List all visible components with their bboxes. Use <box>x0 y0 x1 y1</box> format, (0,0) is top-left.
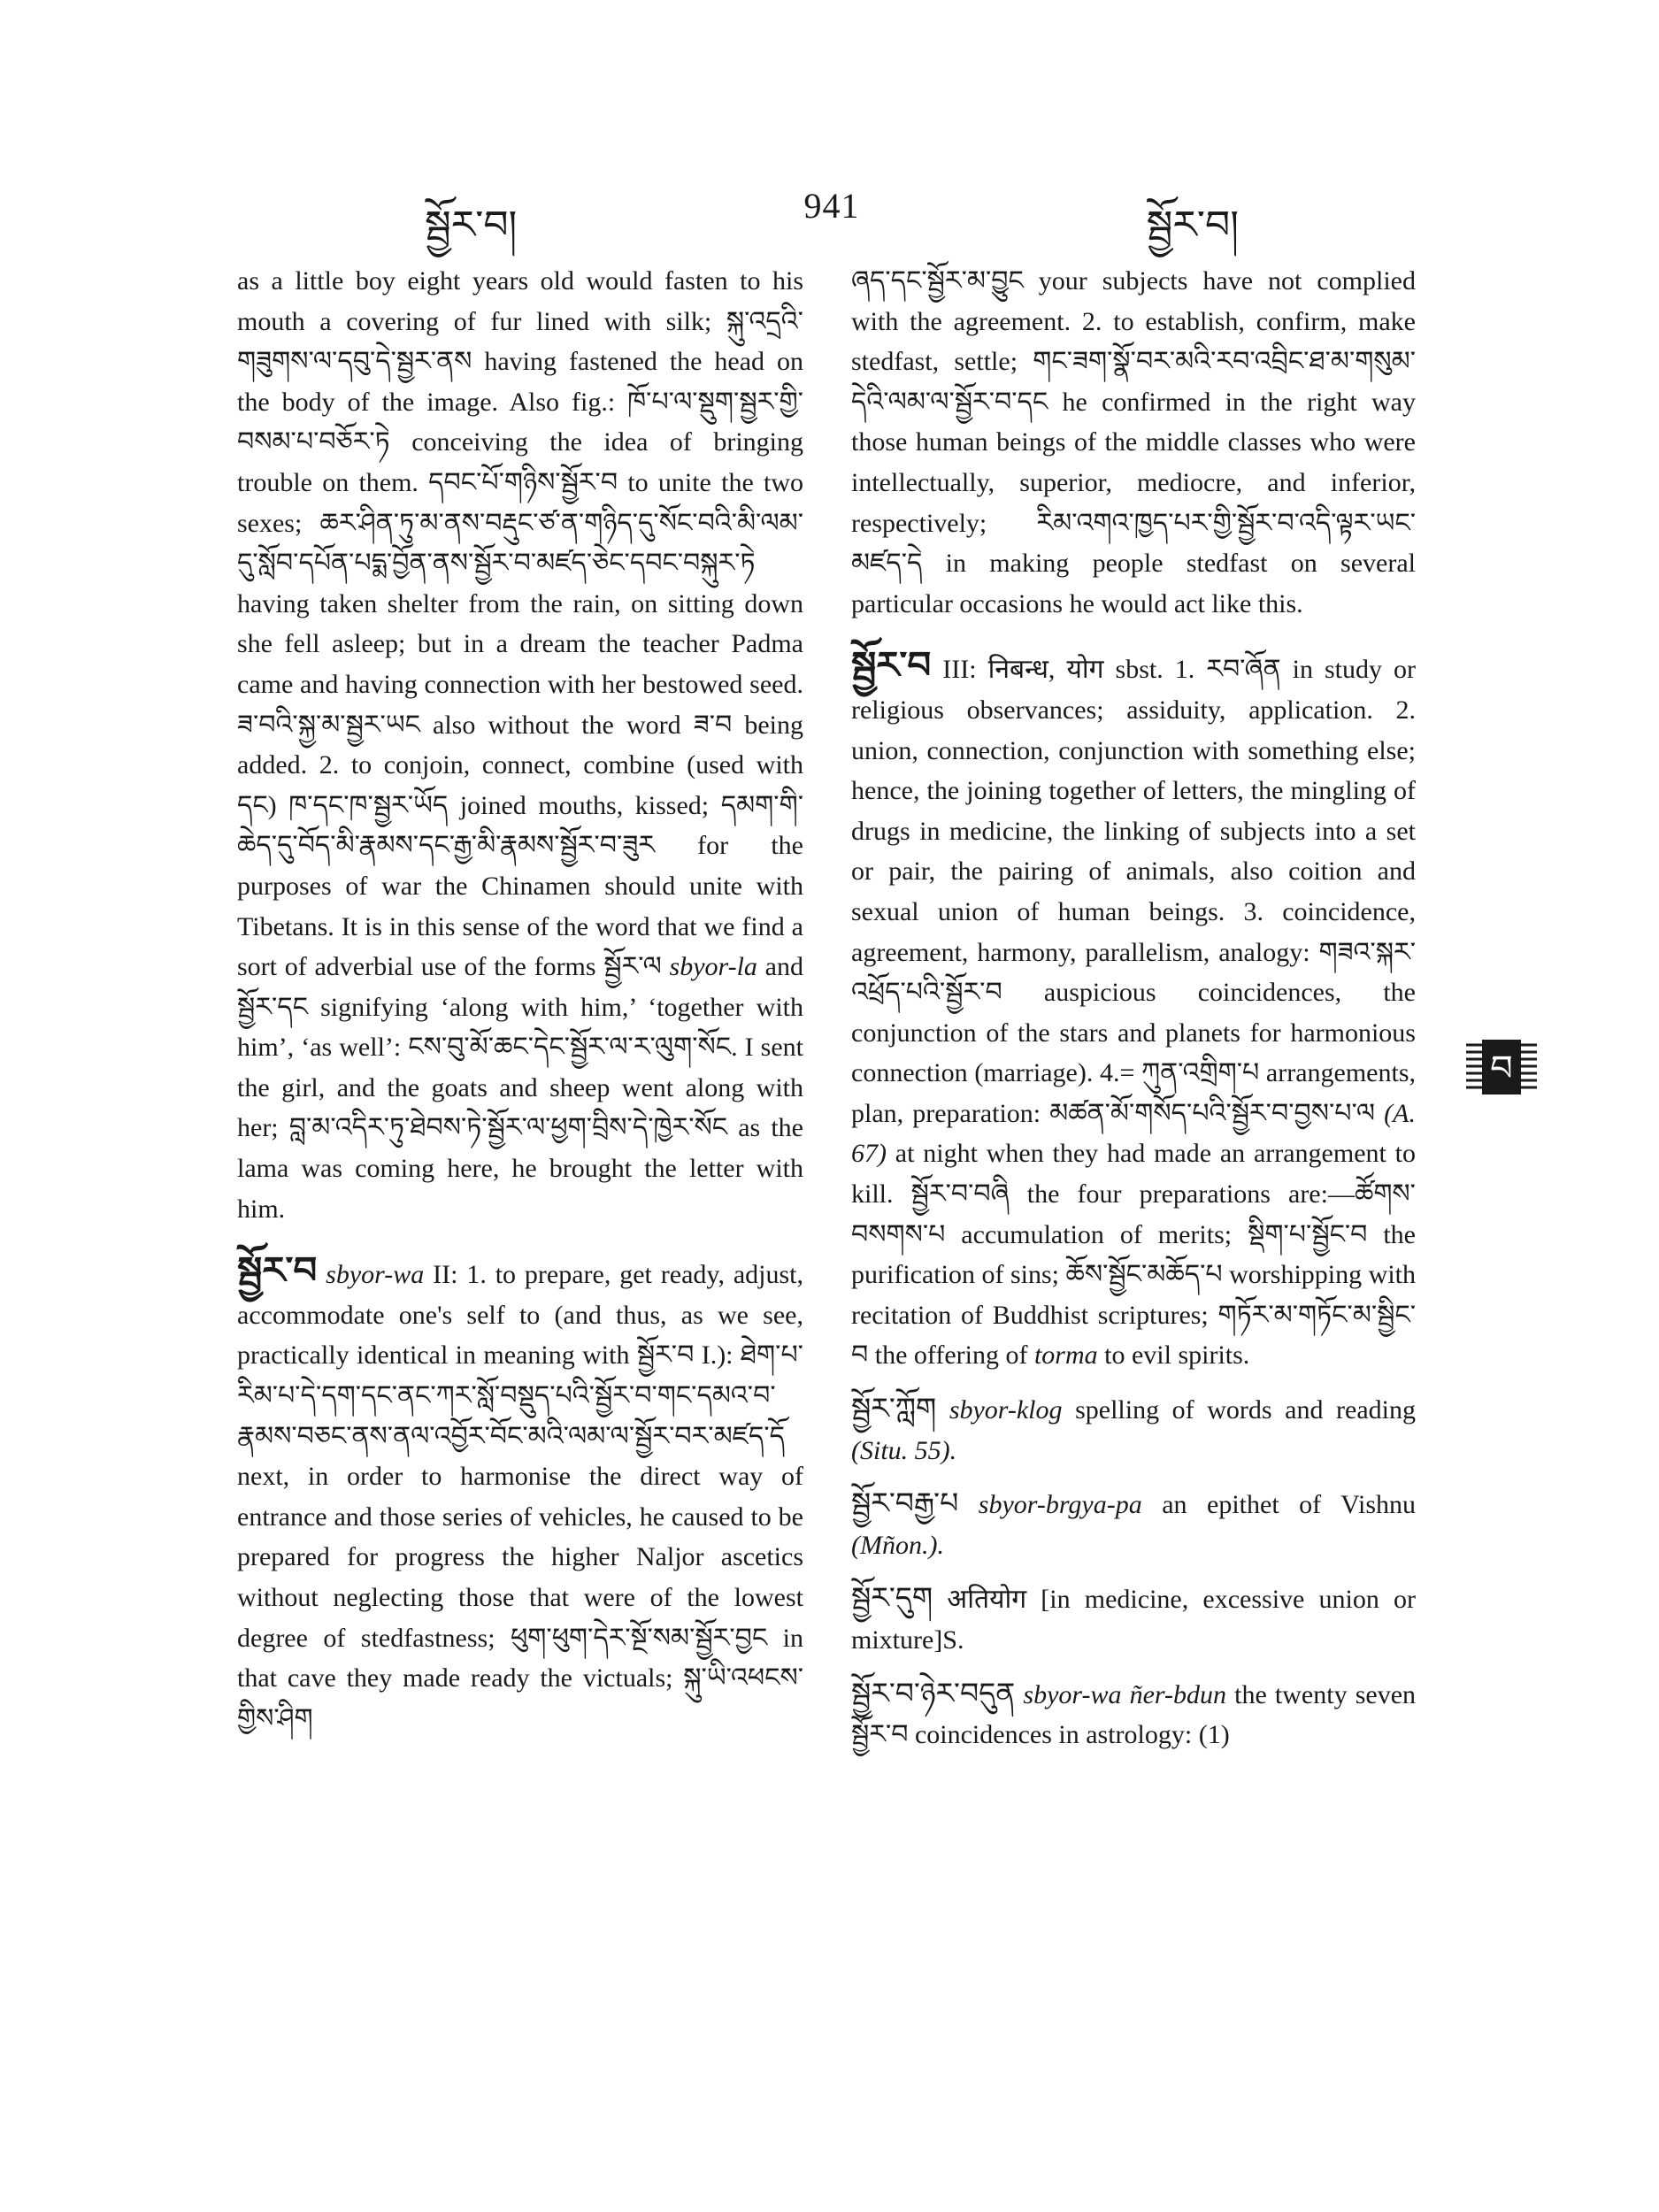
entry-text: ཞད་དང་སྦྱོར་མ་བྱུང your subjects have not complied with the agreement. 2. to establish, confirm, make stedfast, settle; གང་ཟག་སྣོ་བར་མའི་རབ་འབྲིང་ཐ་མ་གསུམ་དེའི་ལམ་ལ་སྦྱོར་བ་དང he confirmed in the right way those human beings of the middle classes who were intellectually, superior, mediocre, and inferior, respectively; རིམ་འགའ་ཁྱད་པར་གྱི་སྦྱོར་བ་འདི་ལྟར་ཡང་མཛད་དེ in making people stedfast on several particular occasions he would act like this. <box>851 266 1416 618</box>
thumb-index-tab <box>1466 1040 1537 1094</box>
header-right-word: སྦྱོར་བ། <box>1146 204 1239 247</box>
entry-text: अतियोग [in medicine, excessive union or mixture]S. <box>851 1585 1416 1655</box>
dictionary-entry <box>851 647 1416 1376</box>
romanized-form: sbyor-la <box>669 952 757 982</box>
romanized-headword: sbyor-wa ñer-bdun <box>1023 1679 1226 1709</box>
headword: སྦྱོར་དུག <box>851 1583 933 1616</box>
sub-entry <box>851 1579 1416 1660</box>
headword: སྦྱོར་བ་ཉེར་བདུན <box>851 1678 1016 1710</box>
sub-entry <box>851 1390 1416 1471</box>
reference: (Situ. 55). <box>851 1435 957 1465</box>
entry-text: spelling of words and reading <box>1062 1395 1416 1425</box>
entry-text: at night when they had made an arrangement to kill. སྦྱོར་བ་བཞི the four preparations are:—ཚོགས་བསགས་པ accumulation of merits; སྡིག་པ་སྦྱོང་བ the purification of sins; ཆོས་སྦྱོང་མཆོད་པ worshipping with recitation of Buddhist scriptures; གཏོར་མ་གཏོང་མ་སྦྱིང་བ the offering of <box>851 1139 1416 1371</box>
romanized-headword: sbyor-klog <box>949 1395 1063 1425</box>
entry-text: III: निबन्ध, योग sbst. 1. རབ་ཞོན in study or religious observances; assiduity, application. 2. union, connection, conjunction with something else; hence, the joining together of letters, the mingling of drugs in medicine, the linking of subjects into a set or pair, the pairing of animals, also coition and sexual union of human beings. 3. coincidence, agreement, harmony, parallelism, analogy: གཟའ་སྐར་འཕྲོད་པའི་སྦྱོར་བ auspicious coincidences, the conjunction of the stars and planets for harmonious connection (marriage). 4.= ཀུན་འགྲིག་པ arrangements, plan, preparation: མཚན་མོ་གསོད་པའི་སྦྱོར་བ་བྱས་པ་ལ <box>851 655 1416 1128</box>
sub-entry <box>851 1485 1416 1565</box>
headword: སྦྱོར་ཀློག <box>851 1394 937 1426</box>
page-number: 941 <box>803 186 860 226</box>
entry-text: the twenty seven སྦྱོར་བ coincidences in astrology: (1) <box>851 1679 1417 1750</box>
sub-entry <box>851 1675 1416 1755</box>
running-header <box>425 181 1239 247</box>
italic-term: torma <box>1033 1340 1098 1371</box>
romanized-headword: sbyor-wa <box>326 1260 425 1290</box>
left-column <box>237 261 803 1739</box>
entry-text: and སྦྱོར་དང signifying ‘along with him,’ ‘together with him’, ‘as well’: ངས་བུ་མོ་ཆང་དེང་སྦྱོར་ལ་ར་ལུག་སོང. I sent the girl, and the goats and sheep went along with her; བླ་མ་འདིར་ཏུ་ཐེབས་ཏེ་སྦྱོར་ལ་ཕྱག་བྲིས་དེ་ཁྱེར་སོང as the lama was coming here, he brought the letter with him. <box>237 952 803 1224</box>
continued-entry <box>851 261 1416 624</box>
reference: (Mñon.). <box>851 1530 944 1560</box>
continued-entry <box>237 261 803 1229</box>
header-left-word: སྦྱོར་བ། <box>425 204 518 247</box>
headword: སྦྱོར་བ <box>237 1251 318 1293</box>
entry-text: to evil spirits. <box>1097 1340 1250 1371</box>
entry-text: II: 1. to prepare, get ready, adjust, accommodate one's self to (and thus, as we see, practically identical in meaning with སྦྱོར་བ I.): ཐེག་པ་རིམ་པ་དེ་དག་དང་ནང་ཀར་སློ་བསྡུད་པའི་སྦྱོར་བ་གང་དམའ་བ་རྣམས་བཅང་ནས་ནལ་འབྱོར་བོང་མའི་ལམ་ལ་སྦྱོར་བར་མཛད་དོ next, in order to harmonise the direct way of entrance and those series of vehicles, he caused to be prepared for progress the higher Naljor ascetics without neglecting those that were of the lowest degree of stedfastness; ཕུག་ཕུག་དེར་སྔོ་སམ་སྦྱོར་བྱང in that cave they made ready the victuals; སྐུ་ཡི་འཕངས་གྱིས་ཤིག <box>237 1260 804 1733</box>
reference: (A. 67) <box>851 1098 1416 1169</box>
right-column <box>851 261 1416 1755</box>
headword: སྦྱོར་བརྒྱ་པ <box>851 1488 959 1521</box>
headword: སྦྱོར་བ <box>851 646 932 687</box>
entry-text: an epithet of Vishnu <box>1141 1490 1416 1520</box>
romanized-headword: sbyor-brgya-pa <box>978 1490 1142 1520</box>
entry-text: as a little boy eight years old would fasten to his mouth a covering of fur lined with silk; སྐུ་འདྲའི་གཟུགས་ལ་དབུ་དེ་སྦྱར་ནས having fastened the head on the body of the image. Also fig.: ཁོ་པ་ལ་སྡུག་སྦྱར་གྱི་བསམ་པ་བཅོར་ཏེ conceiving the idea of bringing trouble on them. དབང་པོ་གཉིས་སྦྱོར་བ to unite the two sexes; ཆར་ཤིན་ཏུ་མ་ནས་བརྡུང་ཙ་ན་གཉིད་དུ་སོང་བའི་མི་ལམ་དུ་སློབ་དཔོན་པདྨ་བྱོན་ནས་སྦྱོར་བ་མཛད་ཅེང་དབང་བསྐུར་ཏེ having taken shelter from the rain, on sitting down she fell asleep; but in a dream the teacher Padma came and having connection with her bestowed seed. ཟ་བའི་སྐྱ་མ་སྦྱར་ཡང also without the word ཟ་བ being added. 2. to conjoin, connect, combine (used with དང) ཁ་དང་ཁ་སྦྱར་ཡོད joined mouths, kissed; དམག་གི་ཆེད་དུ་བོད་མི་རྣམས་དང་རྒྱ་མི་རྣམས་སྦྱོར་བ་ཟུར for the purposes of war the Chinamen should unite with Tibetans. It is in this sense of the word that we find a sort of adverbial use of the forms སྦྱོར་ལ <box>237 266 803 982</box>
thumb-index-letter: བ <box>1490 1048 1513 1089</box>
dictionary-entry <box>237 1252 803 1739</box>
